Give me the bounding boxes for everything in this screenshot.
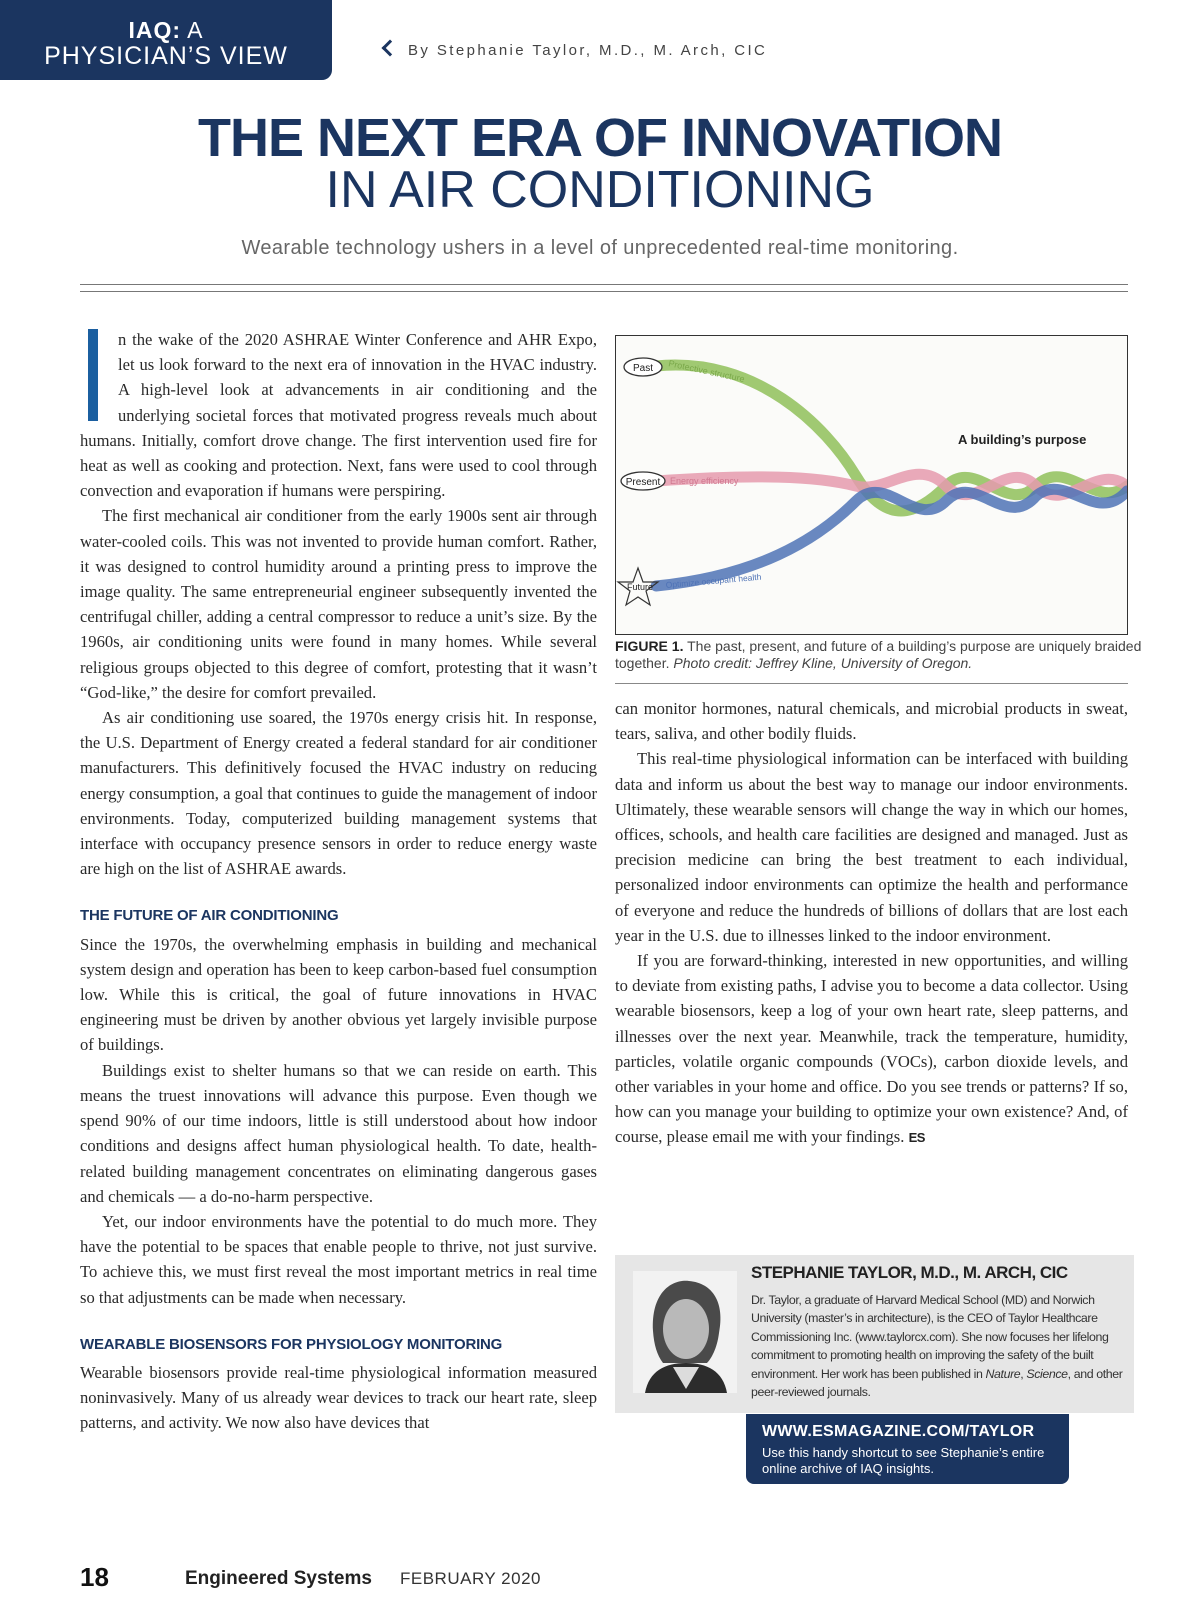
- department-tab: [0, 0, 332, 80]
- publication-name: Engineered Systems: [185, 1568, 372, 1589]
- right-column: [615, 696, 1128, 1151]
- department-name: PHYSICIAN’S VIEW: [44, 42, 288, 70]
- label-purpose: A building’s purpose: [958, 432, 1087, 447]
- figure-caption-credit: Photo credit: Jeffrey Kline, University of Oregon.: [673, 655, 973, 671]
- end-mark: ES: [908, 1130, 925, 1146]
- label-present: Present: [625, 477, 661, 488]
- paragraph-4: Since the 1970s, the overwhelming emphasis in building and mechanical system design and operation has been to keep carbon-based fuel consumption low. While this is critical, the goal of future innovations in HVAC engineering must be driven by another obvious yet largely invisible purpose of buildings.: [80, 934, 597, 1055]
- figure-caption: [615, 638, 1160, 672]
- headline-line2: IN AIR CONDITIONING: [325, 161, 875, 219]
- archive-link-box[interactable]: [746, 1414, 1069, 1484]
- issue-date: FEBRUARY 2020: [400, 1569, 541, 1588]
- paragraph-8: can monitor hormones, natural chemicals, and microbial products in sweat, tears, saliva, and other bodily fluids.: [615, 699, 1128, 744]
- department-prefix: IAQ:: [128, 17, 182, 43]
- byline: [384, 42, 767, 59]
- paragraph-9: This real-time physiological information can be interfaced with building data and inform us about the best way to manage our indoor environments. Ultimately, these wearable sensors will change the way in which our homes, offices, schools, and health care facilities are designed and managed. Just as precision medicine can bring the best treatment to each individual, personalized indoor environments can optimize the health and performance of everyone and reduce the hundreds of billions of dollars that are lost each year in the U.S. due to illnesses linked to the indoor environment.: [615, 749, 1128, 945]
- label-future-note: Optimize occupant health: [665, 571, 762, 590]
- bio-text-main: Dr. Taylor, a graduate of Harvard Medical School (MD) and Norwich University (master’s in architecture), is the CEO of Taylor Healthcare Commissioning Inc. (www.taylorcx.com). She now focuses her lifelong commitment to promoting health on improving the safety of the built environment. Her work has been published in: [751, 1293, 1109, 1381]
- chevron-left-icon: [382, 40, 399, 57]
- author-bio: [615, 1255, 1134, 1413]
- author-photo: [633, 1271, 737, 1393]
- braid-illustration: [616, 336, 1127, 634]
- paragraph-7: Wearable biosensors provide real-time physiological information measured noninvasively. Many of us already wear devices to track our heart rate, sleep patterns, and activity. We now also have devices that: [80, 1362, 597, 1433]
- left-column: [80, 327, 597, 1436]
- archive-url[interactable]: WWW.ESMAGAZINE.COM/TAYLOR: [762, 1423, 1035, 1440]
- figure-1: [615, 335, 1128, 635]
- department-a: A: [187, 17, 204, 43]
- byline-text: By Stephanie Taylor, M.D., M. Arch, CIC: [408, 42, 768, 59]
- bio-text-end: , and other peer-reviewed journals.: [751, 1366, 1123, 1400]
- subhead-biosensors: WEARABLE BIOSENSORS FOR PHYSIOLOGY MONITORING: [80, 1335, 503, 1353]
- divider-top: [80, 284, 1128, 285]
- subhead-future: THE FUTURE OF AIR CONDITIONING: [80, 907, 339, 925]
- paragraph-6: Yet, our indoor environments have the potential to do much more. They have the potential to be spaces that enable people to thrive, not just survive. To achieve this, we must first reveal the most important metrics in real time so that adjustments can be made when necessary.: [80, 1211, 597, 1307]
- bio-text: [751, 1291, 1125, 1401]
- label-past: Past: [632, 363, 654, 374]
- page-number: 18: [80, 1562, 109, 1592]
- label-future: Future: [626, 582, 654, 592]
- blue-strand: [656, 489, 1127, 586]
- label-past-note: Protective structure: [667, 358, 746, 385]
- figure-caption-label: FIGURE 1.: [615, 638, 684, 654]
- headline-line1: THE NEXT ERA OF INNOVATION: [197, 108, 1002, 168]
- paragraph-3: As air conditioning use soared, the 1970s energy crisis hit. In response, the U.S. Department of Energy created a federal standard for air conditioner manufacturers. This definitively focused the HVAC industry on reducing energy consumption, a goal that continues to guide the management of indoor environments. Today, computerized building management systems that interface with occupancy presence sensors in order to reduce energy waste are high on the list of ASHRAE awards.: [80, 708, 597, 879]
- author-portrait: [633, 1271, 737, 1393]
- bio-name: STEPHANIE TAYLOR, M.D., M. ARCH, CIC: [751, 1263, 1068, 1282]
- deck: Wearable technology ushers in a level of unprecedented real-time monitoring.: [241, 237, 959, 259]
- figure-caption-text: The past, present, and future of a building’s purpose are uniquely braided together.: [615, 638, 1142, 671]
- paragraph-5: Buildings exist to shelter humans so that we can reside on earth. This means the truest innovations will advance this purpose. Even though we spend 90% of our time indoors, little is still understood about how indoor conditions and designs affect human physiological health. To date, health-related building management concentrates on eliminating dangerous gases and chemicals — a do-no-harm perspective.: [80, 1060, 597, 1206]
- bio-journal-science: Science: [1026, 1366, 1068, 1381]
- paragraph-2: The first mechanical air conditioner from the early 1900s sent air through water-cooled coils. This was not invented to provide human comfort. Rather, it was designed to control humidity around a printing press to improve the image quality. The same entrepreneurial engineer subsequently invented the centrifugal chiller, adding a central compressor to reduce a unit’s size. By the 1960s, air conditioning units were found in many homes. While several religious groups objected to this degree of comfort, protesting that it wasn’t “God-like,” the desire for comfort prevailed.: [80, 506, 597, 702]
- archive-description: Use this handy shortcut to see Stephanie’s entire online archive of IAQ insights.: [762, 1445, 1045, 1476]
- figure-rule: [615, 683, 1128, 684]
- paragraph-10: If you are forward-thinking, interested in new opportunities, and willing to deviate from existing paths, I advise you to become a data collector. Using wearable biosensors, keep a log of your own heart rate, sleep patterns, and illnesses over the next year. Meanwhile, track the temperature, humidity, particles, volatile organic compounds (VOCs), carbon dioxide levels, and other variables in your home and office. Do you see trends or patterns? If so, how can you manage your building to optimize your own existence? And, of course, please email me with your findings.: [615, 951, 1128, 1147]
- bio-journal-nature: Nature: [985, 1366, 1021, 1381]
- label-present-note: Energy efficiency: [670, 476, 739, 486]
- paragraph-1: n the wake of the 2020 ASHRAE Winter Conference and AHR Expo, let us look forward to the next era of innovation in the HVAC industry. A high-level look at advancements in air conditioning and the underlying societal forces that motivated progress reveals much about humans. Initially, comfort drove change. The first intervention used fire for heat as well as cooking and protection. Next, fans were used to cool through convection and evaporation if humans were perspiring.: [80, 330, 597, 501]
- bio-comma: ,: [1020, 1366, 1027, 1381]
- divider-bottom: [80, 291, 1128, 292]
- drop-cap-bar: [88, 329, 98, 421]
